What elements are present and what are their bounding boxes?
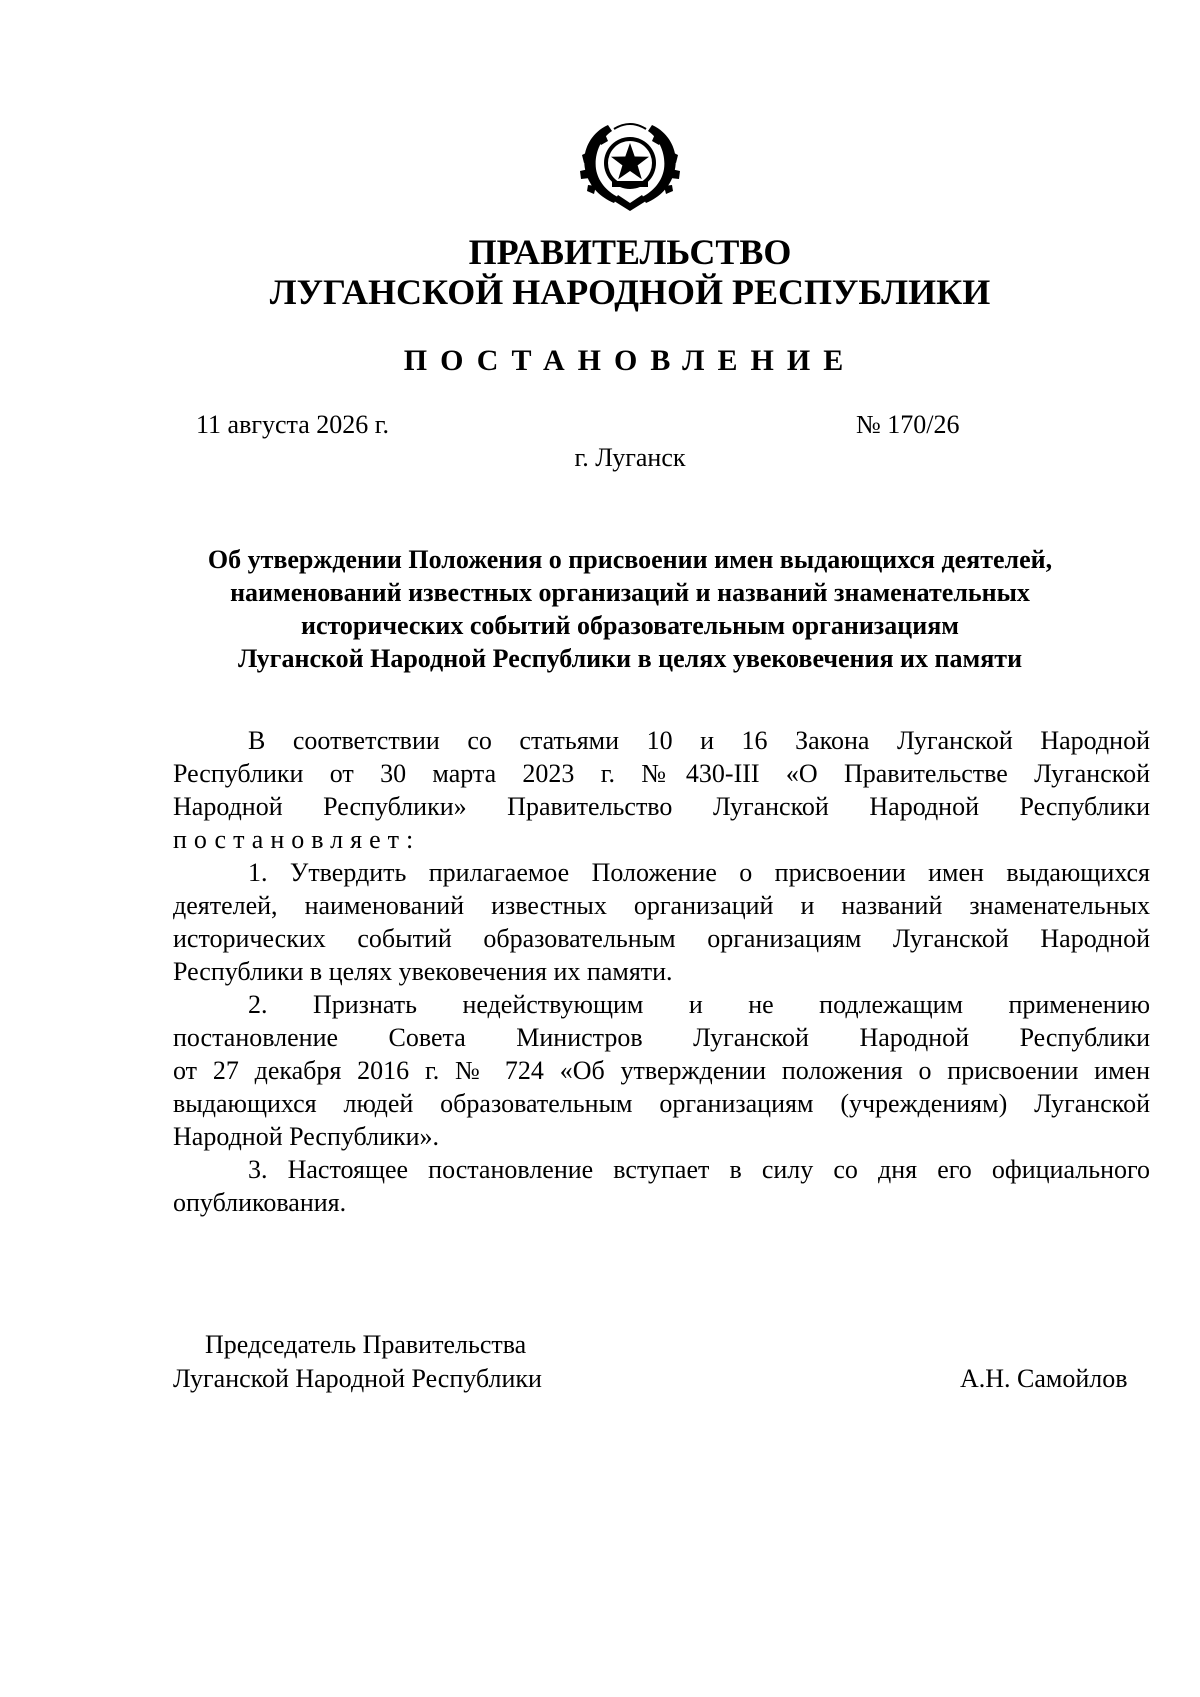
body-line: Республики в целях увековечения их памяти.	[173, 957, 673, 986]
document-type: ПОСТАНОВЛЕНИЕ	[403, 344, 857, 377]
body-line: Республики от 30 марта 2023 г. №430-III «О Правительстве Луганской	[173, 759, 1150, 788]
body-line: деятелей, наименований известных организаций и названий знаменательных	[173, 891, 1150, 920]
body-line: 3. Настоящее постановление вступает в силу со дня его официального	[248, 1155, 1150, 1184]
signatory-name: А.Н. Самойлов	[960, 1364, 1128, 1393]
subject-line: Луганской Народной Республики в целях увековечения их памяти	[237, 644, 1023, 673]
subject-line: Об утверждении Положения о присвоении имен выдающихся деятелей,	[207, 545, 1053, 574]
body-line: выдающихся людей образовательным организациям (учреждениям) Луганской	[173, 1089, 1150, 1118]
body-line: 2. Признать недействующим и не подлежащим применению	[248, 990, 1150, 1019]
government-title-line-1: ПРАВИТЕЛЬСТВО	[468, 232, 792, 272]
coat-of-arms-icon	[570, 115, 690, 215]
subject-line: наименований известных организаций и названий знаменательных	[230, 578, 1030, 607]
body-line: от 27 декабря 2016 г. № 724 «Об утверждении положения о присвоении имен	[173, 1056, 1150, 1085]
body-line: постановляет:	[173, 825, 421, 854]
signatory-title-line-1: Председатель Правительства	[205, 1330, 527, 1359]
document-date: 11 августа 2026 г.	[196, 410, 390, 439]
body-line: Народной Республики» Правительство Луганской Народной Республики	[173, 792, 1150, 821]
document-city: г. Луганск	[574, 443, 686, 472]
body-line: исторических событий образовательным организациям Луганской Народной	[173, 924, 1150, 953]
document-number: № 170/26	[856, 410, 960, 439]
body-line: опубликования.	[173, 1188, 347, 1217]
body-line: постановление Совета Министров Луганской Народной Республики	[173, 1023, 1150, 1052]
government-title-line-2: ЛУГАНСКОЙ НАРОДНОЙ РЕСПУБЛИКИ	[269, 272, 991, 312]
subject-line: исторических событий образовательным организациям	[300, 611, 959, 640]
body-line: 1. Утвердить прилагаемое Положение о присвоении имен выдающихся	[248, 858, 1150, 887]
signatory-title-line-2: Луганской Народной Республики	[173, 1364, 542, 1393]
body-line: В соответствии со статьями 10 и 16 Закона Луганской Народной	[248, 726, 1150, 755]
body-line: Народной Республики».	[173, 1122, 440, 1151]
